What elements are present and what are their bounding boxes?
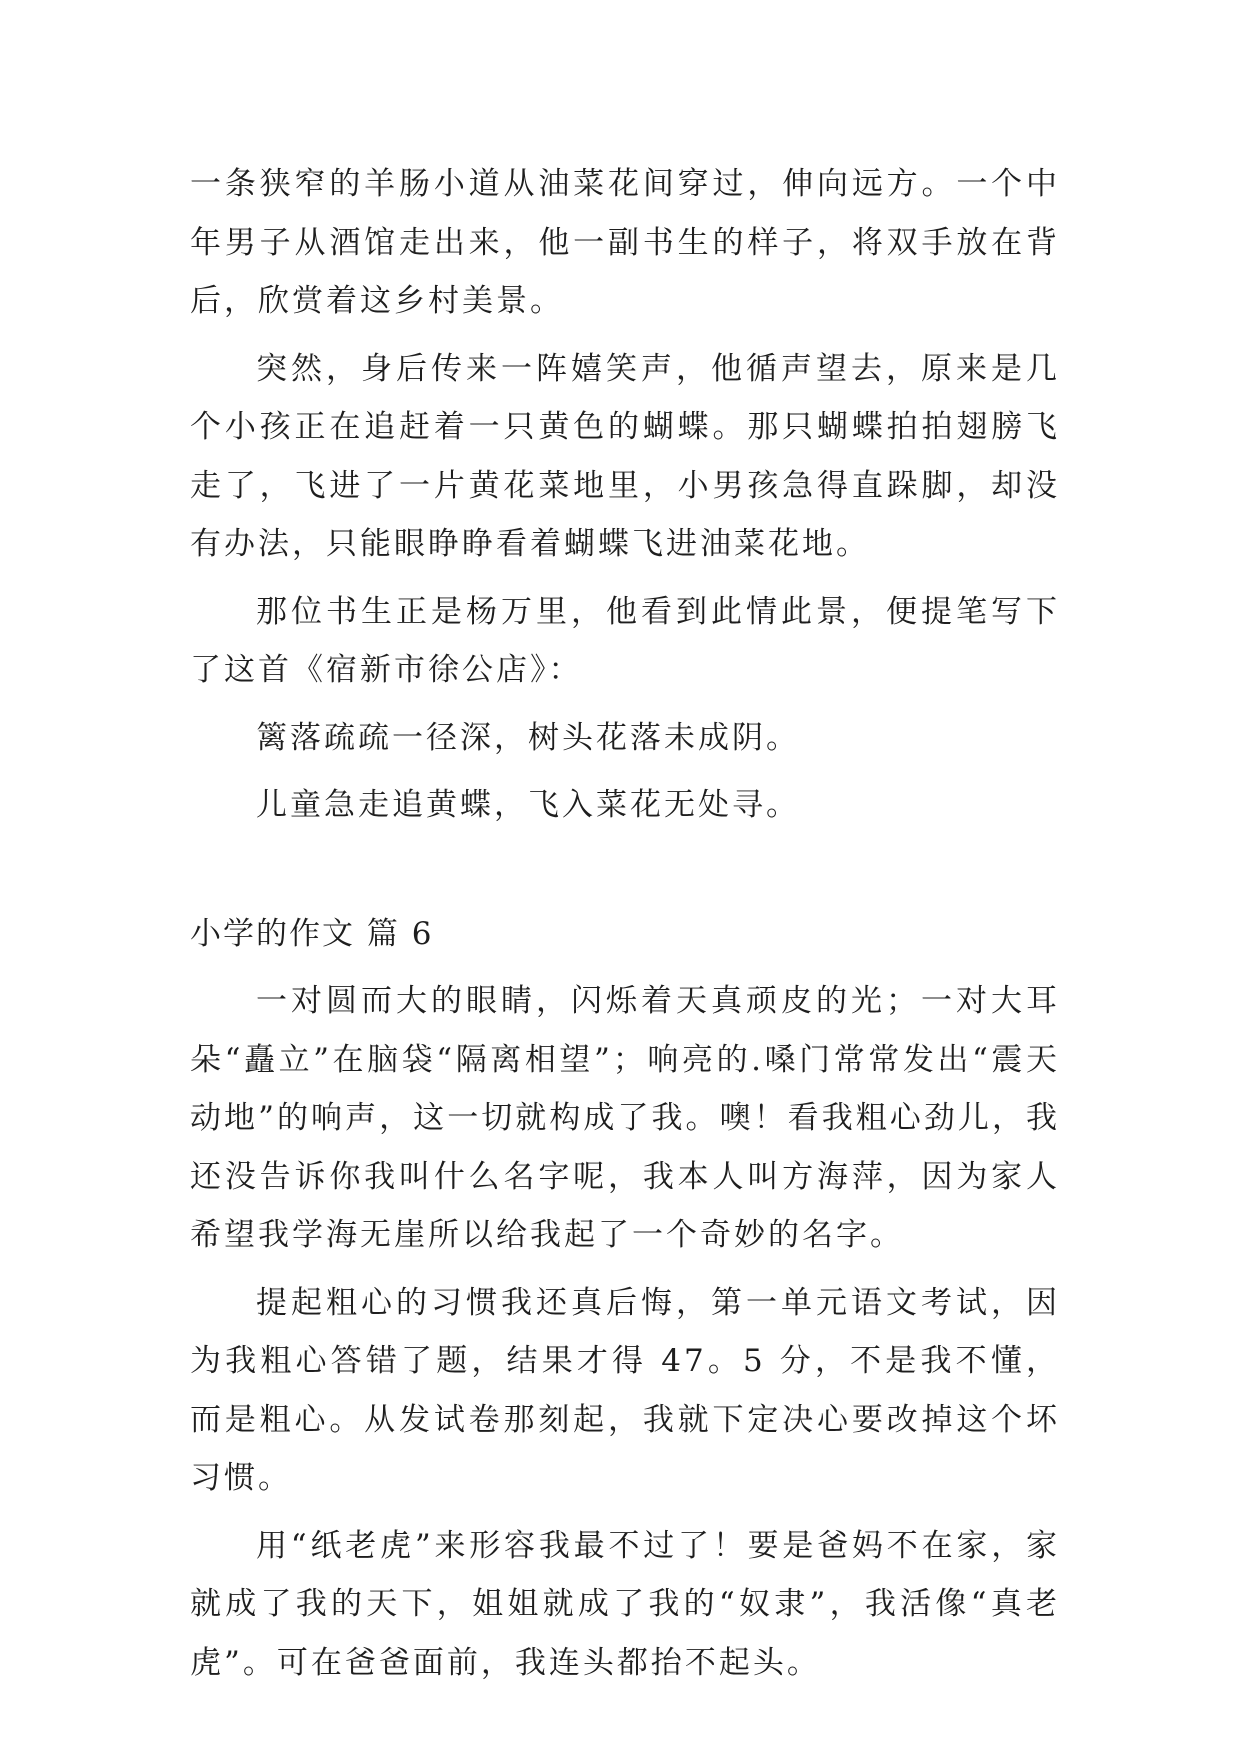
poem-line-2: 儿童急走追黄蝶，飞入菜花无处寻。 <box>256 787 800 823</box>
paragraph-children-butterfly: 突然，身后传来一阵嬉笑声，他循声望去，原来是几个小孩正在追赶着一只黄色的蝴蝶。那只蝴蝶拍拍翅膀飞走了，飞进了一片黄花菜地里，小男孩急得直跺脚，却没有办法，只能眼睁睁看着蝴蝶飞进油菜花地。 <box>190 350 1060 562</box>
poem-line-1: 篱落疏疏一径深，树头花落未成阴。 <box>256 719 800 756</box>
paragraph-self-portrait: 一对圆而大的眼睛，闪烁着天真顽皮的光；一对大耳朵“矗立”在脑袋“隔离相望”；响亮的.嗓门常常发出“震天动地”的响声，这一切就构成了我。噢！看我粗心劲儿，我还没告诉你我叫什么名字呢，我本人叫方海萍，因为家人希望我学海无崖所以给我起了一个奇妙的名字。 <box>190 983 1060 1253</box>
section-spacer <box>190 844 1060 905</box>
essay-heading: 小学的作文 篇 6 <box>190 915 434 952</box>
paragraph-yang-wanli: 那位书生正是杨万里，他看到此情此景，便提笔写下了这首《宿新市徐公店》： <box>190 593 1060 688</box>
paragraph-village-path: 一条狭窄的羊肠小道从油菜花间穿过，伸向远方。一个中年男子从酒馆走出来，他一副书生的样子，将双手放在背后，欣赏着这乡村美景。 <box>190 166 1060 319</box>
paragraph-paper-tiger: 用“纸老虎”来形容我最不过了！要是爸妈不在家，家就成了我的天下，姐姐就成了我的“奴隶”，我活像“真老虎”。可在爸爸面前，我连头都抬不起头。 <box>190 1527 1060 1681</box>
paragraph-careless-habit: 提起粗心的习惯我还真后悔，第一单元语文考试，因为我粗心答错了题，结果才得 47。5 分，不是我不懂，而是粗心。从发试卷那刻起，我就下定决心要改掉这个坏习惯。 <box>190 1284 1060 1496</box>
document-body <box>190 155 1060 1701</box>
